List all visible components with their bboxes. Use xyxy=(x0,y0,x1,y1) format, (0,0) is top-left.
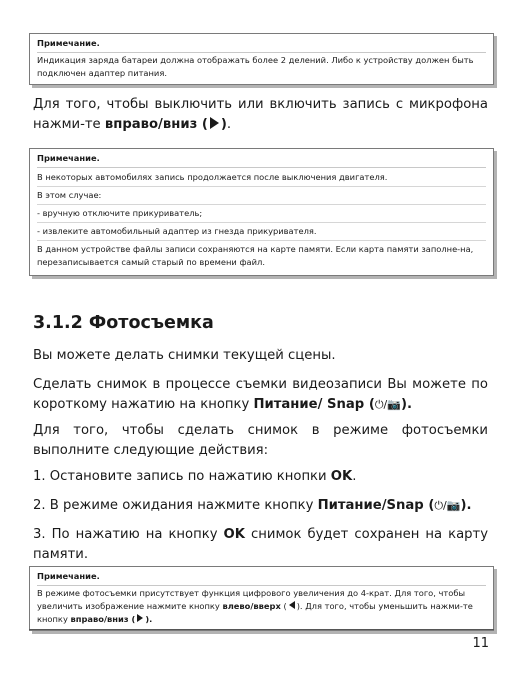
power-camera-icon: ⏻/📷 xyxy=(374,398,401,411)
triangle-left-icon xyxy=(289,601,295,609)
page-number: 11 xyxy=(472,636,489,651)
step2-text: 2. В режиме ожидания нажмите кнопку xyxy=(33,498,318,513)
paragraph-photo-mode: Для того, чтобы сделать снимок в режиме фотосъемки выполните следующие действия: xyxy=(33,423,488,458)
note-row: В данном устройстве файлы записи сохраняются на карте памяти. Если карта памяти заполне-на, перезаписывается самый старый по времени файл. xyxy=(37,244,474,267)
step3-text: 3. По нажатию на кнопку xyxy=(33,527,224,542)
note-title: Примечание. xyxy=(37,152,486,168)
section-heading: 3.1.2 Фотосъемка xyxy=(33,313,214,333)
ok-button-name: OK xyxy=(223,527,245,542)
paragraph-intro: Вы можете делать снимки текущей сцены. xyxy=(33,348,336,363)
p2-text: Сделать снимок в процессе съемки видеозаписи Вы можете по короткому нажатию на кнопку xyxy=(33,377,488,412)
note-text: Индикация заряда батареи должна отображать более 2 делений. Либо к устройству должен быть подключен адаптер питания. xyxy=(37,55,474,78)
power-snap-button-name: Питание/Snap ( xyxy=(317,498,435,513)
triangle-right-icon xyxy=(210,117,219,129)
note-row: - вручную отключите прикуриватель; xyxy=(37,205,486,223)
mic-text: Для того, чтобы выключить или включить запись с микрофона нажми-те xyxy=(33,97,488,132)
zoom-in-button-name: влево/вверх xyxy=(222,601,281,611)
ok-button-name: OK xyxy=(330,469,353,484)
note-zoom-text xyxy=(37,587,486,626)
note-box-battery xyxy=(29,33,494,85)
p2-button-name: Питание/ Snap ( xyxy=(253,397,375,412)
mic-bold-end: ) xyxy=(220,117,227,132)
step-2 xyxy=(33,496,488,516)
zoom-bold-end: ). xyxy=(145,614,153,624)
note-row: В некоторых автомобилях запись продолжается после выключения двигателя. xyxy=(37,169,486,187)
mic-button-name: вправо/вниз ( xyxy=(104,117,208,132)
step2-bold-end: ). xyxy=(460,498,472,513)
zoom-out-button-name: вправо/вниз ( xyxy=(70,614,136,624)
step-3 xyxy=(33,525,488,565)
note-box-zoom xyxy=(29,566,494,631)
footer-rule xyxy=(29,629,494,630)
zoom-text-2: ). Для того, чтобы уменьшить нажми-те кнопку xyxy=(37,601,473,624)
step-1 xyxy=(33,467,488,487)
note-row: - извлеките автомобильный адаптер из гнезда прикуривателя. xyxy=(37,223,486,241)
p2-bold-end: ). xyxy=(400,397,413,412)
step1-end: . xyxy=(352,469,357,484)
note-row: В этом случае: xyxy=(37,187,486,205)
mic-paragraph xyxy=(33,95,488,135)
triangle-right-icon xyxy=(137,614,143,622)
step3-end: снимок будет сохранен на карту памяти. xyxy=(33,527,489,562)
zoom-text-1: В режиме фотосъемки присутствует функция цифрового увеличения до 4-крат. Для того, чтобы увеличить изображение нажмите кнопку xyxy=(37,588,466,611)
note-box-recording xyxy=(29,148,494,276)
mic-end: . xyxy=(226,117,232,132)
paragraph-snap-during-video xyxy=(33,375,488,415)
step1-text: 1. Остановите запись по нажатию кнопки xyxy=(33,469,331,484)
note-title: Примечание. xyxy=(37,37,486,53)
power-camera-icon: ⏻/📷 xyxy=(434,499,461,512)
zoom-paren: ( xyxy=(280,601,287,611)
note-title: Примечание. xyxy=(37,570,486,586)
